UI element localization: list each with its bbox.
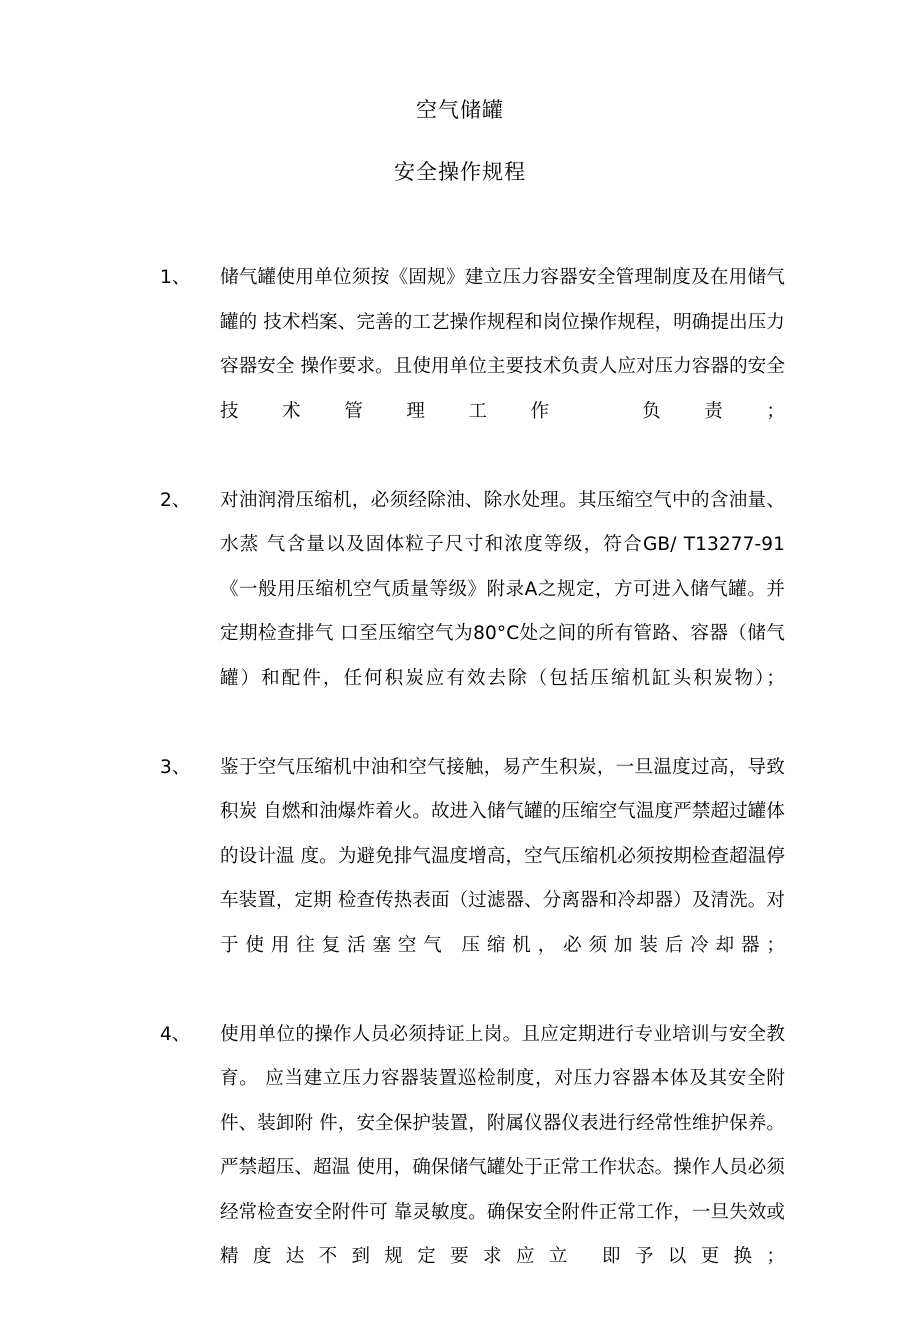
clause-item [160, 746, 920, 1013]
clause-marker: 3、 [160, 746, 212, 791]
document-title: 空气储罐 [0, 88, 920, 132]
clause-text: 使用单位的操作人员必须持证上岗。且应定期进行专业培训与安全教育。 应当建立压力容器装置巡检制度，对压力容器本体及其安全附件、装卸附 件，安全保护装置，附属仪器仪表进行经常性维护保养。严禁超压、超温 使用，确保储气罐处于正常工作状态。操作人员必须经常检查安全附件可 靠灵敏度。确保安全附件正常工作，一旦失效或精度达不到规定要求应立 即予以更换； [220, 1013, 785, 1324]
clause-text: 储气罐使用单位须按《固规》建立压力容器安全管理制度及在用储气罐的 技术档案、完善的工艺操作规程和岗位操作规程，明确提出压力容器安全 操作要求。且使用单位主要技术负责人应对压力容器的安全技术管理工作 负责； [220, 256, 785, 479]
clause-text: 鉴于空气压缩机中油和空气接触，易产生积炭，一旦温度过高，导致积炭 自燃和油爆炸着火。故进入储气罐的压缩空气温度严禁超过罐体的设计温 度。为避免排气温度增高，空气压缩机必须按期检查超温停车装置，定期 检查传热表面（过滤器、分离器和冷却器）及清洗。对于使用往复活塞空气 压缩机，必须加装后冷却器； [220, 746, 785, 1013]
document-header [0, 0, 920, 194]
clause-list [0, 256, 920, 1324]
clause-item [160, 256, 920, 479]
clause-item [160, 479, 920, 746]
clause-text: 对油润滑压缩机，必须经除油、除水处理。其压缩空气中的含油量、水蒸 气含量以及固体粒子尺寸和浓度等级，符合GB/ T13277-91《一般用压缩机空气质量等级》附录A之规定，方可进入储气罐。并定期检查排气 口至压缩空气为80°C处之间的所有管路、容器（储气罐）和配件，任何积炭应有效去除（包括压缩机缸头积炭物）； [220, 479, 785, 746]
clause-marker: 1、 [160, 256, 212, 301]
document-subtitle: 安全操作规程 [0, 150, 920, 194]
clause-item [160, 1013, 920, 1324]
clause-marker: 2、 [160, 479, 212, 524]
clause-marker: 4、 [160, 1013, 212, 1058]
